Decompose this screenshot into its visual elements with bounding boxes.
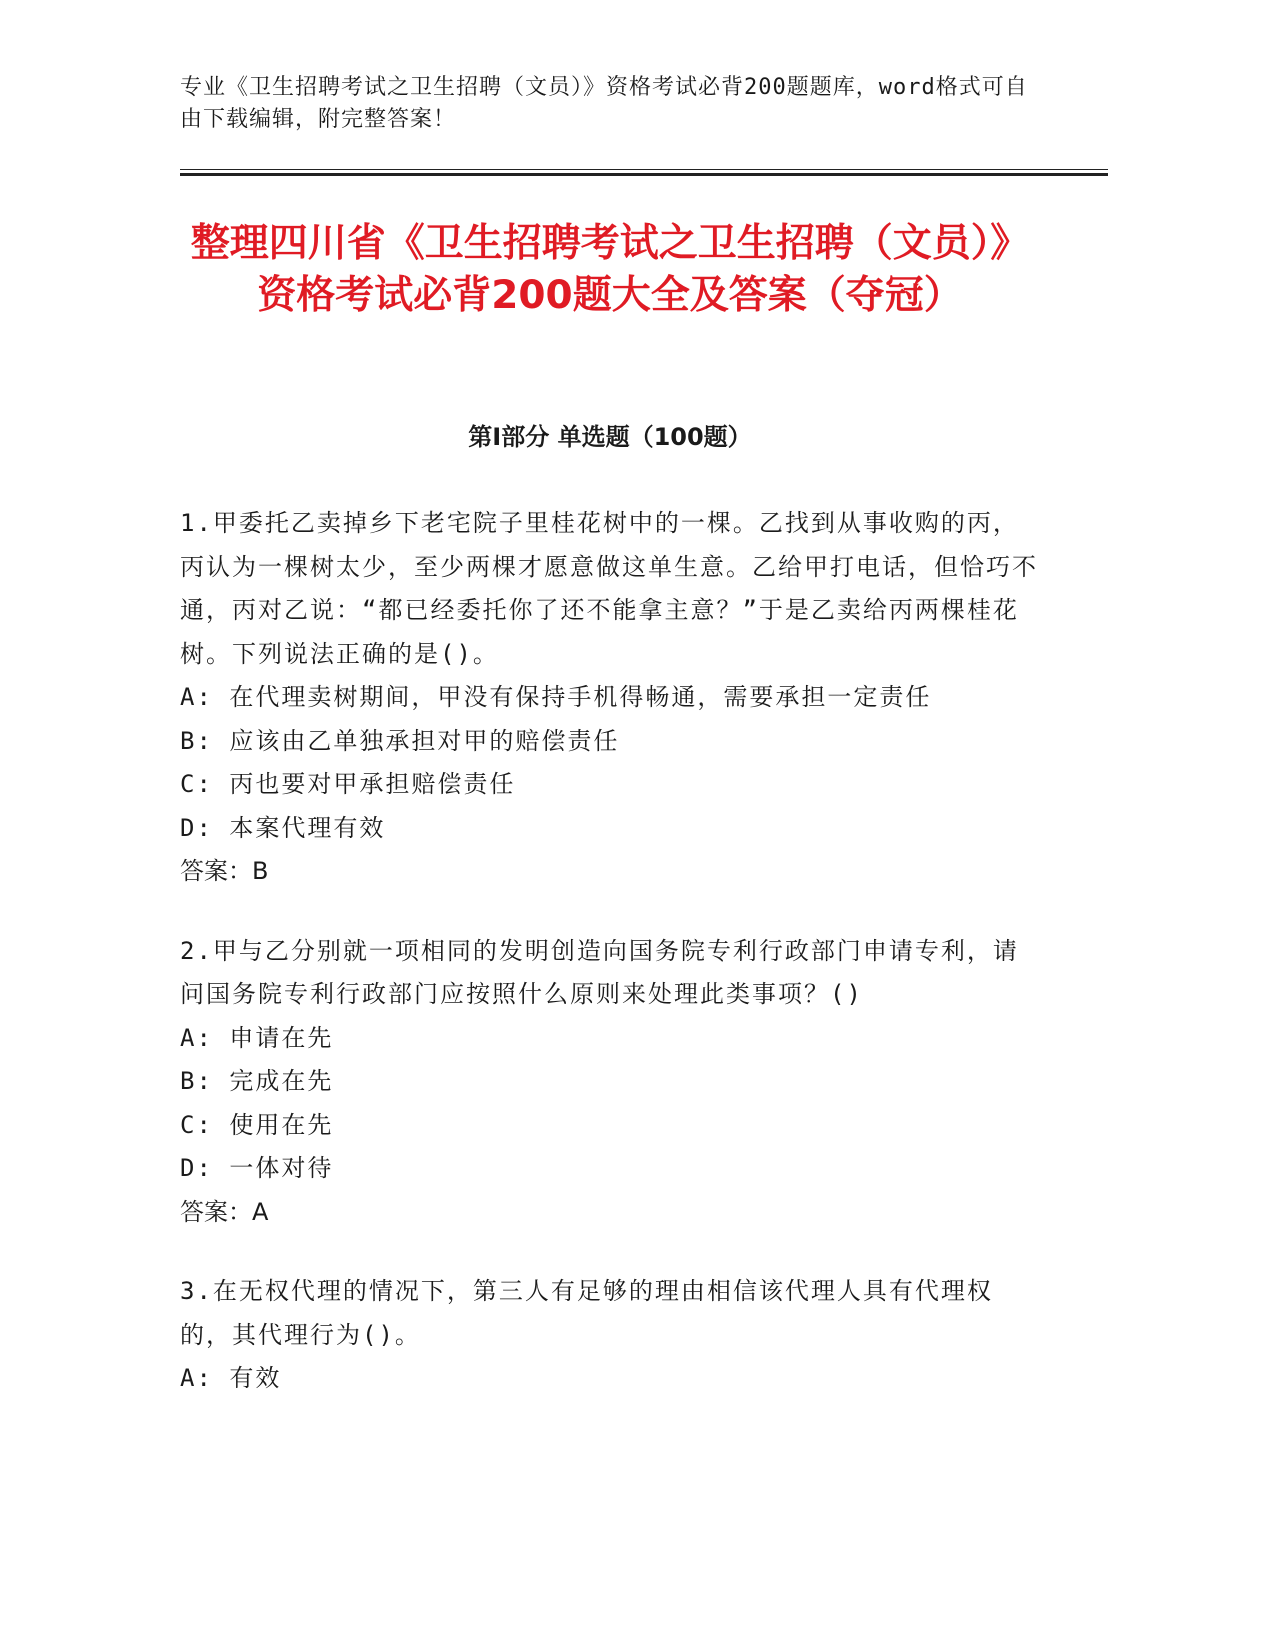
header-divider-thick bbox=[180, 173, 1108, 176]
question-text: 3.在无权代理的情况下，第三人有足够的理由相信该代理人具有代理权的，其代理行为()。 bbox=[180, 1277, 993, 1349]
section-heading: 第I部分 单选题（100题） bbox=[468, 423, 752, 451]
answer-line: 答案：A bbox=[180, 1197, 269, 1226]
question-list bbox=[180, 502, 1040, 1437]
question-1 bbox=[180, 502, 1040, 894]
header-divider-thin bbox=[180, 169, 1108, 170]
question-3 bbox=[180, 1270, 1040, 1401]
option-a: A: 在代理卖树期间，甲没有保持手机得畅通，需要承担一定责任 bbox=[180, 683, 932, 711]
option-a: A: 申请在先 bbox=[180, 1023, 334, 1052]
question-2 bbox=[180, 930, 1040, 1235]
header-note: 专业《卫生招聘考试之卫生招聘（文员）》资格考试必背200题题库，word格式可自由下载编辑，附完整答案！ bbox=[180, 75, 1028, 132]
option-c: C: 丙也要对甲承担赔偿责任 bbox=[180, 770, 516, 798]
option-d: D: 一体对待 bbox=[180, 1154, 334, 1182]
option-d: D: 本案代理有效 bbox=[180, 813, 386, 842]
question-text: 1.甲委托乙卖掉乡下老宅院子里桂花树中的一棵。乙找到从事收购的丙，丙认为一棵树太少，至少两棵才愿意做这单生意。乙给甲打电话，但恰巧不通，丙对乙说：“都已经委托你了还不能拿主意？”于是乙卖给丙两棵桂花树。下列说法正确的是()。 bbox=[180, 509, 1038, 668]
question-text: 2.甲与乙分别就一项相同的发明创造向国务院专利行政部门申请专利，请问国务院专利行政部门应按照什么原则来处理此类事项？() bbox=[180, 936, 1019, 1008]
option-c: C: 使用在先 bbox=[180, 1110, 334, 1139]
option-b: B: 完成在先 bbox=[180, 1067, 334, 1095]
document-title: 整理四川省《卫生招聘考试之卫生招聘（文员）》资格考试必背200题大全及答案（夺冠） bbox=[190, 221, 1030, 318]
answer-line: 答案：B bbox=[180, 857, 269, 885]
option-a: A: 有效 bbox=[180, 1364, 282, 1392]
option-b: B: 应该由乙单独承担对甲的赔偿责任 bbox=[180, 726, 620, 755]
